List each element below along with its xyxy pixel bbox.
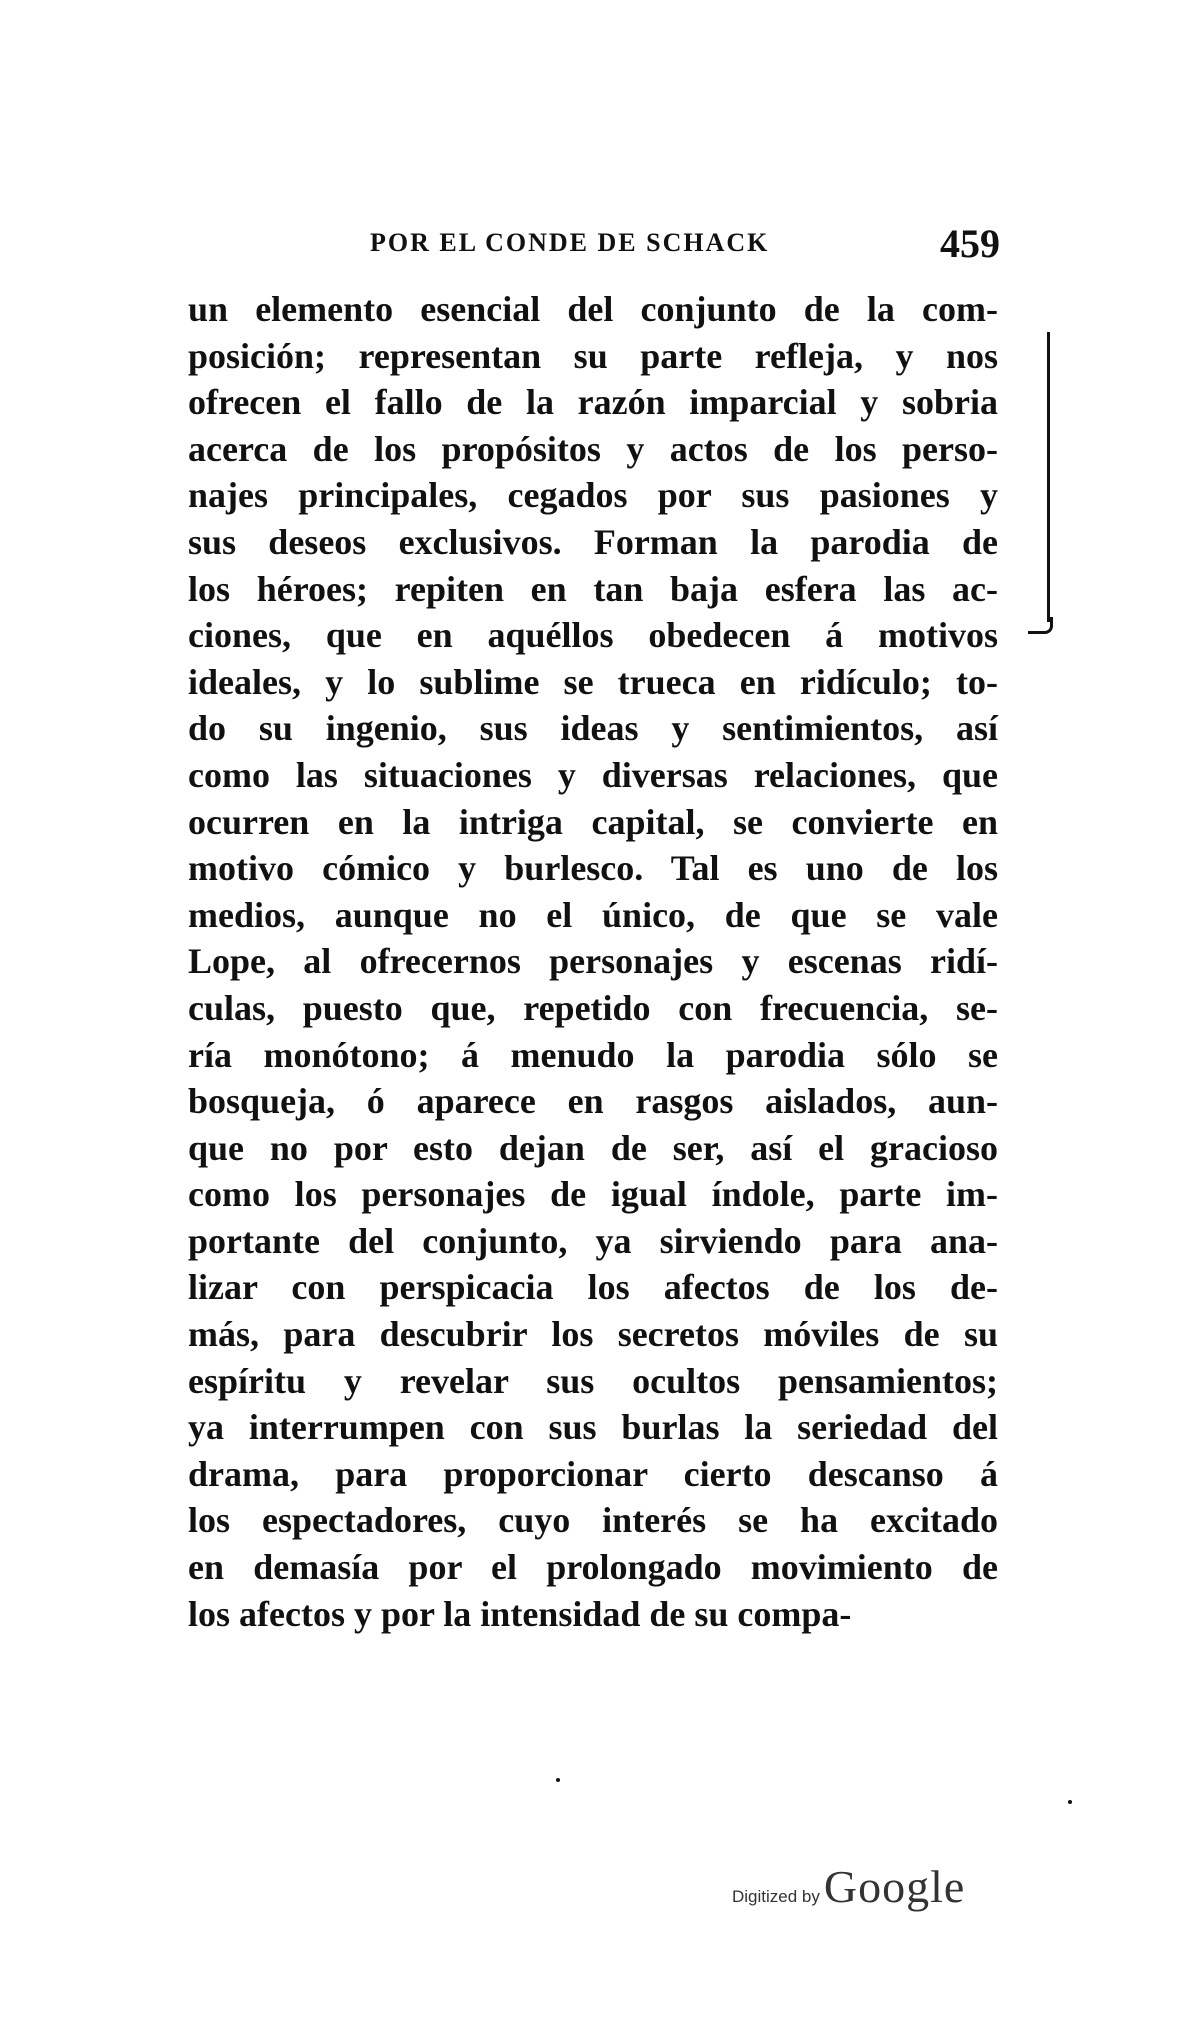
text-line: ría monótono; á menudo la parodia sólo se [188,1034,998,1075]
text-line: los espectadores, cuyo interés se ha excitado [188,1500,998,1541]
text-line: los héroes; repiten en tan baja esfera las ac- [188,568,998,609]
text-line: posición; representan su parte refleja, y nos [188,335,998,376]
google-logo: Google [823,1861,966,1912]
text-line: los afectos y por la intensidad de su compa- [188,1593,852,1634]
text-line: najes principales, cegados por sus pasiones y [188,475,998,516]
body-text [188,286,998,1637]
text-line: portante del conjunto, ya sirviendo para ana- [188,1220,998,1261]
ink-speck [1068,1800,1072,1804]
text-line: drama, para proporcionar cierto descanso á [188,1453,998,1494]
running-title: POR EL CONDE DE SCHACK [370,228,770,257]
text-line: bosqueja, ó aparece en rasgos aislados, aun- [188,1081,998,1122]
text-line: lizar con perspicacia los afectos de los de- [188,1267,998,1308]
text-line: ideales, y lo sublime se trueca en ridículo; to- [188,661,998,702]
text-line: do su ingenio, sus ideas y sentimientos, así [188,708,998,749]
text-line: Lope, al ofrecernos personajes y escenas ridí- [188,941,998,982]
text-line: culas, puesto que, repetido con frecuencia, se- [188,987,998,1028]
text-line: un elemento esencial del conjunto de la com- [188,289,998,329]
text-line: ofrecen el fallo de la razón imparcial y sobria [188,382,998,423]
digitized-by-watermark [732,1860,965,1913]
margin-bracket-bar [1047,332,1050,622]
text-line: ya interrumpen con sus burlas la seriedad del [188,1407,998,1448]
text-line: como las situaciones y diversas relaciones, que [188,754,998,795]
text-line: medios, aunque no el único, de que se vale [188,894,998,935]
text-line: ciones, que en aquéllos obedecen á motivos [188,615,998,656]
margin-bracket-hook [1028,617,1053,634]
text-line: ocurren en la intriga capital, se convierte en [188,801,998,842]
text-line: sus deseos exclusivos. Forman la parodia de [188,521,998,562]
text-line: que no por esto dejan de ser, así el gracioso [188,1127,998,1168]
text-line: como los personajes de igual índole, parte im- [188,1174,998,1215]
page-number: 459 [940,221,1000,266]
text-line: en demasía por el prolongado movimiento de [188,1547,998,1588]
digitized-by-label: Digitized by [732,1887,820,1906]
text-line: motivo cómico y burlesco. Tal es uno de los [188,848,998,889]
margin-bracket-mark [1028,332,1058,634]
text-line: espíritu y revelar sus ocultos pensamientos; [188,1360,998,1401]
ink-speck [556,1778,560,1782]
text-line: acerca de los propósitos y actos de los perso- [188,428,998,469]
text-line: más, para descubrir los secretos móviles de su [188,1314,998,1355]
